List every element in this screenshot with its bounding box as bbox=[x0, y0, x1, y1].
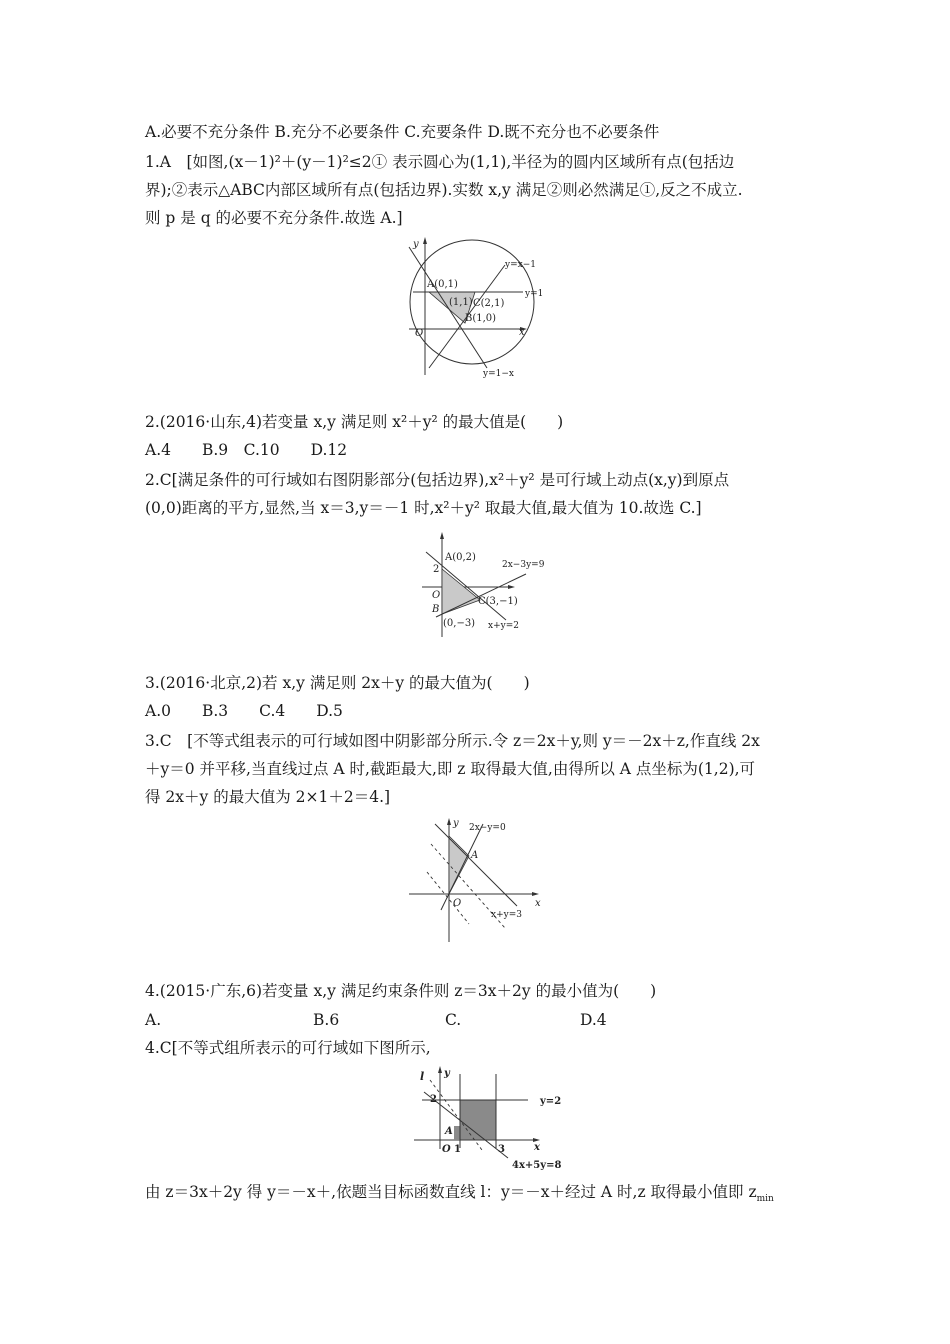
answer-2-line-1: 2.C[满足条件的可行域如右图阴影部分(包括边界),x²＋y² 是可行域上动点(x,y)到原点 bbox=[145, 471, 730, 489]
fig2-origin: O bbox=[432, 590, 441, 601]
q4-option-a: A. bbox=[145, 1011, 162, 1029]
fig3-point-a: A bbox=[471, 850, 479, 861]
fig4-x-label: x bbox=[534, 1142, 540, 1153]
fig4-point-a: A bbox=[445, 1126, 453, 1137]
answer-4-line-1: 4.C[不等式组所表示的可行域如下图所示, bbox=[145, 1039, 431, 1057]
question-2-options: A.4 B.9 C.10 D.12 bbox=[145, 441, 348, 459]
fig1-y-label: y bbox=[413, 239, 419, 250]
figure-2-feasible-region bbox=[418, 532, 563, 642]
fig1-line-b: y=1 bbox=[525, 289, 544, 299]
question-2-stem: 2.(2016·山东,4)若变量 x,y 满足则 x²＋y² 的最大值是( ) bbox=[145, 413, 564, 431]
q4-option-b: B.6 bbox=[313, 1011, 340, 1029]
fig3-line-b: x+y=3 bbox=[491, 910, 522, 920]
fig1-point-c: C(2,1) bbox=[473, 298, 505, 309]
answer-3-line-3: 得 2x＋y 的最大值为 2×1＋2＝4.] bbox=[145, 788, 391, 806]
answer-2-line-2: (0,0)距离的平方,显然,当 x＝3,y＝－1 时,x²＋y² 取最大值,最大值为 10.故选 C.] bbox=[145, 499, 702, 517]
answer-4-min-subscript: min bbox=[756, 1194, 774, 1205]
figure-3-feasible-region bbox=[405, 814, 545, 944]
fig4-origin: O bbox=[442, 1144, 451, 1155]
fig2-point-b: B bbox=[432, 604, 440, 615]
answer-1-line-1: 1.A [如图,(x－1)²＋(y－1)²≤2① 表示圆心为(1,1),半径为的圆内区域所有点(包括边 bbox=[145, 153, 735, 171]
q4-option-c: C. bbox=[445, 1011, 462, 1029]
answer-4-line-2-text: 由 z＝3x＋2y 得 y＝－x＋,依题当目标函数直线 l：y＝－x＋经过 A 时,z 取得最小值即 z bbox=[145, 1183, 757, 1201]
q1-options: A.必要不充分条件 B.充分不必要条件 C.充要条件 D.既不充分也不必要条件 bbox=[145, 123, 660, 141]
answer-1-line-3: 则 p 是 q 的必要不充分条件.故选 A.] bbox=[145, 209, 403, 227]
answer-3-line-2: ＋y＝0 并平移,当直线过点 A 时,截距最大,即 z 取得最大值,由得所以 A 点坐标为(1,2),可 bbox=[145, 760, 756, 778]
answer-1-line-2: 界);②表示△ABC内部区域所有点(包括边界).实数 x,y 满足②则必然满足①,反之不成立. bbox=[145, 181, 743, 199]
fig4-tick-1: 1 bbox=[454, 1144, 461, 1155]
question-4-stem: 4.(2015·广东,6)若变量 x,y 满足约束条件则 z＝3x＋2y 的最小值为( ) bbox=[145, 982, 657, 1000]
fig4-line-b: 4x+5y=8 bbox=[512, 1160, 562, 1171]
fig1-center: (1,1) bbox=[449, 297, 473, 308]
fig1-line-c: y=1−x bbox=[483, 369, 514, 379]
fig2-tick-2: 2 bbox=[433, 564, 440, 575]
fig3-line-a: 2x−y=0 bbox=[469, 823, 506, 833]
answer-4-line-2 bbox=[145, 1182, 774, 1209]
answer-3-line-1: 3.C [不等式组表示的可行域如图中阴影部分所示.令 z＝2x＋y,则 y＝－2x＋z,作直线 2x bbox=[145, 732, 760, 750]
question-3-options: A.0 B.3 C.4 D.5 bbox=[145, 702, 343, 720]
fig2-point-a: A(0,2) bbox=[445, 552, 476, 563]
fig4-line-l: l bbox=[420, 1070, 425, 1083]
fig4-tick-2: 2 bbox=[430, 1094, 437, 1105]
fig4-line-a: y=2 bbox=[540, 1096, 562, 1107]
fig1-origin: O bbox=[415, 328, 424, 339]
fig2-b-coord: (0,−3) bbox=[443, 618, 476, 629]
fig2-line-a: 2x−3y=9 bbox=[502, 560, 545, 570]
fig2-point-c: C(3,−1) bbox=[478, 596, 518, 607]
fig3-x-label: x bbox=[535, 898, 541, 909]
question-3-stem: 3.(2016·北京,2)若 x,y 满足则 2x＋y 的最大值为( ) bbox=[145, 674, 530, 692]
figure-1-circle-triangle bbox=[405, 235, 550, 380]
fig2-line-b: x+y=2 bbox=[488, 621, 519, 631]
fig1-point-b: B(1,0) bbox=[465, 313, 497, 324]
fig1-x-label: x bbox=[519, 327, 525, 338]
fig3-origin: O bbox=[453, 898, 462, 909]
fig1-line-a: y=x−1 bbox=[505, 260, 536, 270]
fig4-y-label: y bbox=[444, 1068, 450, 1079]
q4-option-d: D.4 bbox=[580, 1011, 607, 1029]
figure-4-feasible-region bbox=[408, 1064, 583, 1176]
fig4-tick-3: 3 bbox=[498, 1144, 505, 1155]
fig1-point-a: A(0,1) bbox=[427, 279, 458, 290]
fig3-y-label: y bbox=[453, 818, 459, 829]
